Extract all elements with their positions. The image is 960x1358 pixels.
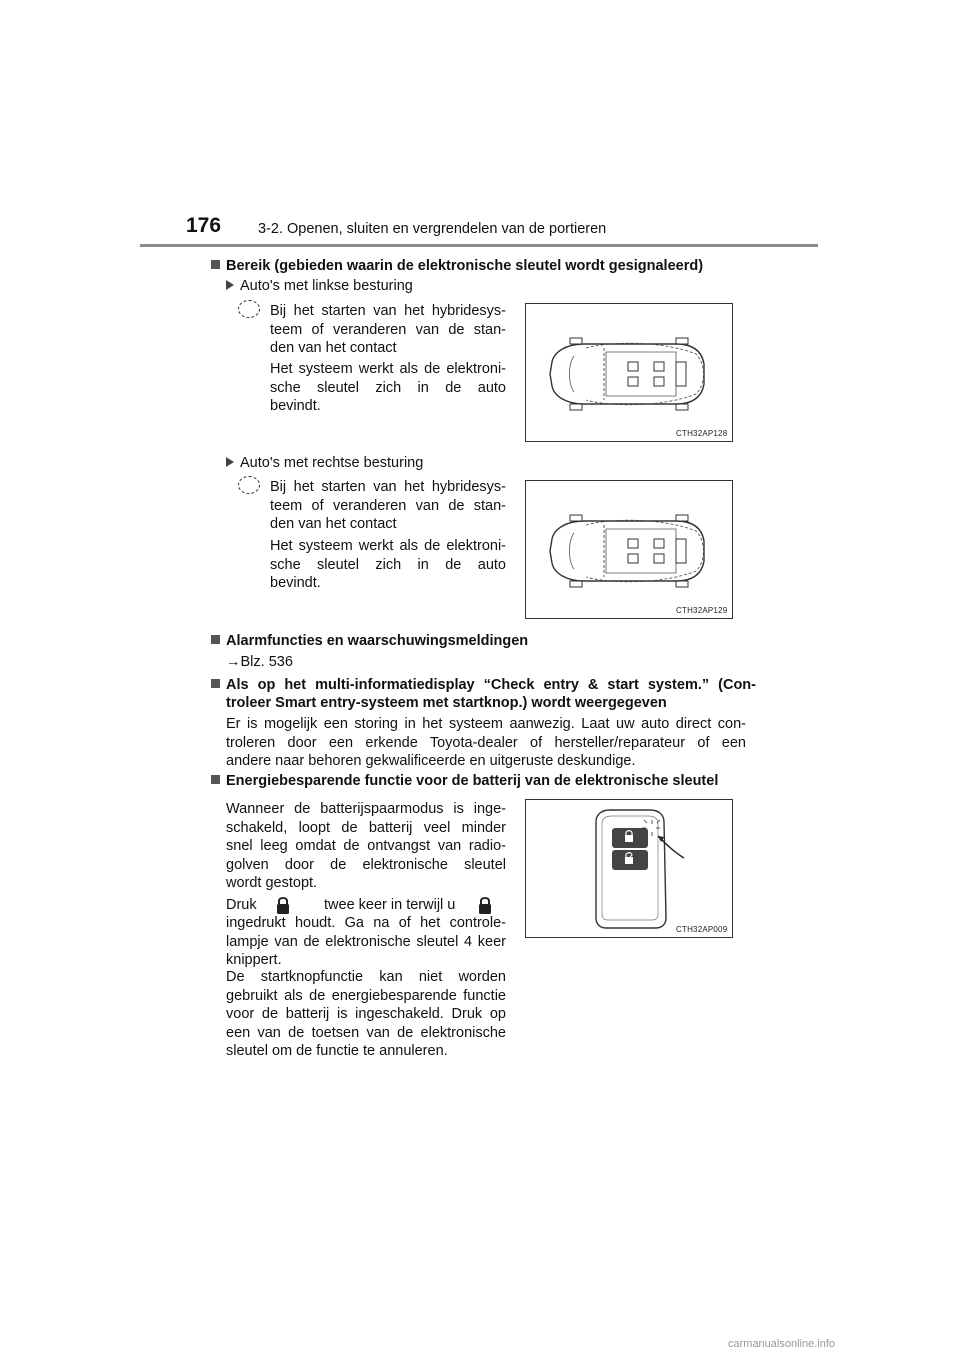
- battery-heading: Energiebesparende functie voor de batterij van de elektronische sleutel: [211, 772, 718, 790]
- lhd-legend-text: Bij het starten van het hybridesys- teem of veranderen van de stan- den van het contact: [270, 303, 506, 356]
- car-top-view-lhd: [526, 304, 732, 441]
- dashed-area-legend-icon: [238, 300, 260, 318]
- car-range-figure-rhd: [525, 480, 733, 619]
- rhd-legend-text: Bij het starten van het hybridesys- teem of veranderen van de stan- den van het contact: [270, 479, 506, 532]
- car-top-view-rhd: [526, 481, 732, 618]
- alarm-page-ref: →Blz. 536: [226, 654, 293, 670]
- battery-press-line: Druk twee keer in terwijl u: [226, 896, 506, 916]
- page-number: 176: [186, 214, 222, 237]
- alarm-heading: Alarmfuncties en waarschuwingsmeldingen: [211, 632, 528, 650]
- battery-para2: ingedrukt houdt. Ga na of het controle- lampje van de elektronische sleutel 4 keer knippert.: [226, 915, 506, 968]
- figure-code: CTH32AP129: [676, 606, 728, 615]
- bullet-square-icon: [211, 679, 220, 688]
- triangle-bullet-icon: [226, 457, 234, 467]
- triangle-bullet-icon: [226, 280, 234, 290]
- range-heading: Bereik (gebieden waarin de elektronische sleutel wordt gesignaleerd): [211, 257, 703, 275]
- rhd-label: Auto's met rechtse besturing: [226, 454, 423, 473]
- watermark: carmanualsonline.info: [728, 1338, 836, 1350]
- lhd-label: Auto's met linkse besturing: [226, 277, 413, 296]
- rhd-note-text: Het systeem werkt als de elektroni- sche sleutel zich in de auto bevindt.: [270, 538, 506, 591]
- figure-code: CTH32AP128: [676, 429, 728, 438]
- chapter-title: 3-2. Openen, sluiten en vergrendelen van de portieren: [258, 221, 607, 237]
- key-fob-illustration: [526, 800, 732, 937]
- figure-code: CTH32AP009: [676, 925, 728, 934]
- car-range-figure-lhd: [525, 303, 733, 442]
- check-heading: Als op het multi-informatiedisplay “Check entry & start system.” (Con- troleer Smart entry-systeem met startknop.) wordt weergegeven: [211, 676, 756, 712]
- header-rule: [140, 244, 818, 247]
- check-body: Er is mogelijk een storing in het systeem aanwezig. Laat uw auto direct con- troleren door een erkende Toyota-dealer of hersteller/reparateur of een andere naar behoren gekwalificeerde en uitgeruste deskundige.: [226, 716, 746, 769]
- battery-para1: Wanneer de batterijspaarmodus is inge- schakeld, loopt de batterij veel minder snel leeg omdat de ontvangst van radio- golven door de elektronische sleutel wordt gestopt.: [226, 801, 506, 891]
- lhd-note-text: Het systeem werkt als de elektroni- sche sleutel zich in de auto bevindt.: [270, 361, 506, 414]
- bullet-square-icon: [211, 635, 220, 644]
- bullet-square-icon: [211, 775, 220, 784]
- battery-para3: De startknopfunctie kan niet worden gebruikt als de energiebesparende functie voor de batterij is ingeschakeld. Druk op een van de toetsen van de elektronische sleutel om de functie te annuleren.: [226, 969, 506, 1059]
- dashed-area-legend-icon: [238, 476, 260, 494]
- key-fob-figure: [525, 799, 733, 938]
- bullet-square-icon: [211, 260, 220, 269]
